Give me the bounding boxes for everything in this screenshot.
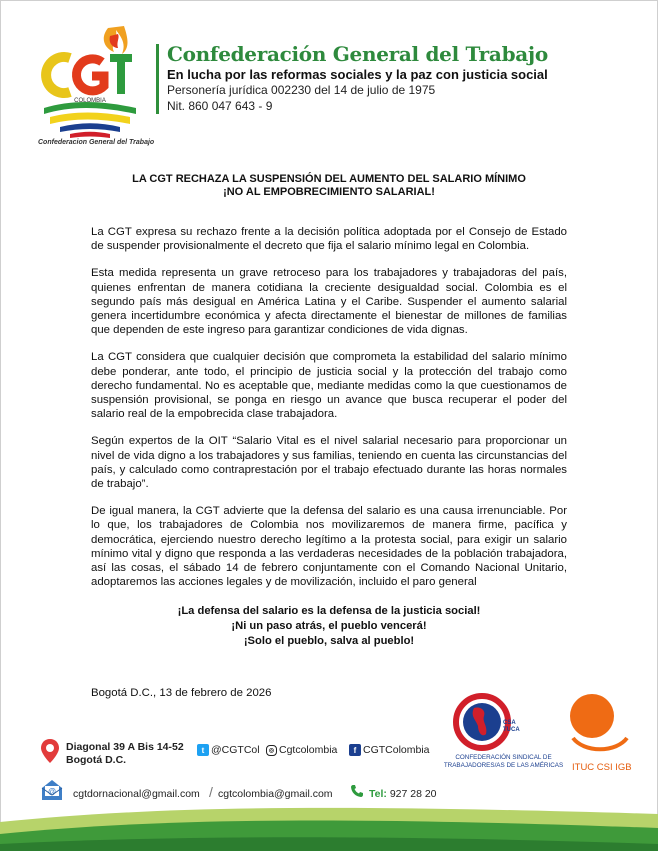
document-subtitle: ¡NO AL EMPOBRECIMIENTO SALARIAL! <box>223 186 435 198</box>
facebook-link[interactable] <box>349 744 430 756</box>
closing-slogan: ¡Ni un paso atrás, el pueblo vencerá! <box>231 620 427 632</box>
email-separator: / <box>209 784 213 800</box>
twitter-icon: t <box>197 744 209 756</box>
logo-caption: Confederacion General del Trabajo <box>38 139 155 146</box>
facebook-handle: CGTColombia <box>363 744 430 756</box>
address-line: Diagonal 39 A Bis 14-52 <box>66 741 184 753</box>
paragraph: La CGT expresa su rechazo frente a la decisión política adoptada por el Consejo de Estado de suspender provisionalmente el decreto que fija el salario mínimo legal en Colombia. <box>91 226 567 253</box>
email-address-primary[interactable]: cgtdornacional@gmail.com <box>73 788 200 800</box>
svg-text:@: @ <box>48 787 56 796</box>
location-pin-icon <box>40 738 60 764</box>
paragraph: Según expertos de la OIT “Salario Vital es el nivel salarial necesario para proporcionar un nivel de vida digno a los trabajadores y sus familias, teniendo en cuenta las circunstancias del país, y calculado como contraprestación por el trabajo efectuado durante las horas normales de trabajo”. <box>91 435 567 491</box>
csa-label-line: TUCA <box>503 727 520 733</box>
document-date: Bogotá D.C., 13 de febrero de 2026 <box>91 687 272 699</box>
statement-body <box>91 225 567 602</box>
tax-id: Nit. 860 047 643 - 9 <box>167 99 273 113</box>
organization-slogan: En lucha por las reformas sociales y la paz con justicia social <box>167 67 548 82</box>
legal-registration: Personería jurídica 002230 del 14 de julio de 1975 <box>167 83 436 97</box>
phone-value: 927 28 20 <box>389 788 437 800</box>
footer-wave <box>0 800 658 851</box>
phone-label: Tel: <box>369 788 387 800</box>
address-line: Bogotá D.C. <box>66 754 127 766</box>
ituc-label: ITUC CSI IGB <box>572 762 632 773</box>
csa-label <box>503 720 520 734</box>
email-icon <box>40 778 64 802</box>
twitter-link[interactable] <box>197 744 260 756</box>
paragraph: La CGT considera que cualquier decisión que comprometa la estabilidad del salario mínimo debe ponderar, ante todo, el principio de justicia social y la protección del trabajo como derecho fundamental. No es aceptable que, mediante medidas como la que cuestionamos de suspensión provisional, se ponga en riesgo un avance que busca recuperar el poder del salario real de la empobrecida clase trabajadora. <box>91 351 567 421</box>
organization-name: Confederación General del Trabajo <box>167 42 548 66</box>
ituc-arc-icon <box>567 692 633 758</box>
facebook-icon: f <box>349 744 361 756</box>
logo-sub-text: COLOMBIA <box>74 98 106 104</box>
address <box>66 741 184 767</box>
csa-caption: CONFEDERACIÓN SINDICAL DE TRABAJADORES/AS DE LAS AMÉRICAS <box>443 754 564 769</box>
email-address-secondary[interactable]: cgtcolombia@gmail.com <box>218 788 333 800</box>
closing-slogan: ¡La defensa del salario es la defensa de la justicia social! <box>177 605 481 617</box>
phone-icon <box>350 784 364 798</box>
cgt-logo <box>30 18 150 148</box>
header-divider <box>156 44 159 114</box>
paragraph: De igual manera, la CGT advierte que la defensa del salario es una causa irrenunciable. Por lo que, los trabajadores de Colombia nos movilizaremos de manera firme, pacífica y democrática, ejerciendo nuestro derecho legítimo a la protesta social, para exigir un salario mínimo vital y digno que responda a las verdaderas necesidades de la población trabajadora, así las cosas, el sábado 14 de febrero conjuntamente con el Comando Nacional Unitario, adoptaremos las acciones legales y de movilización, incluido el paro general <box>91 505 567 589</box>
document-title: LA CGT RECHAZA LA SUSPENSIÓN DEL AUMENTO DEL SALARIO MÍNIMO <box>132 173 526 185</box>
phone-number[interactable] <box>369 788 437 800</box>
instagram-handle: Cgtcolombia <box>279 744 338 756</box>
instagram-icon: ◎ <box>266 745 277 756</box>
instagram-link[interactable] <box>266 744 337 756</box>
closing-slogan: ¡Solo el pueblo, salva al pueblo! <box>243 635 415 647</box>
paragraph: Esta medida representa un grave retroceso para los trabajadores y trabajadoras del país, quienes enfrentan de manera cotidiana la creciente desigualdad social. Colombia es el segundo país más desigual en América Latina y el Caribe. Suspender el aumento salarial genera incertidumbre económica y afecta directamente el bienestar de millones de familias que dependen de este ingreso para garantizar condiciones de vida dignas. <box>91 267 567 337</box>
csa-label-line: CSA <box>503 720 516 726</box>
twitter-handle: @CGTCol <box>211 744 260 756</box>
